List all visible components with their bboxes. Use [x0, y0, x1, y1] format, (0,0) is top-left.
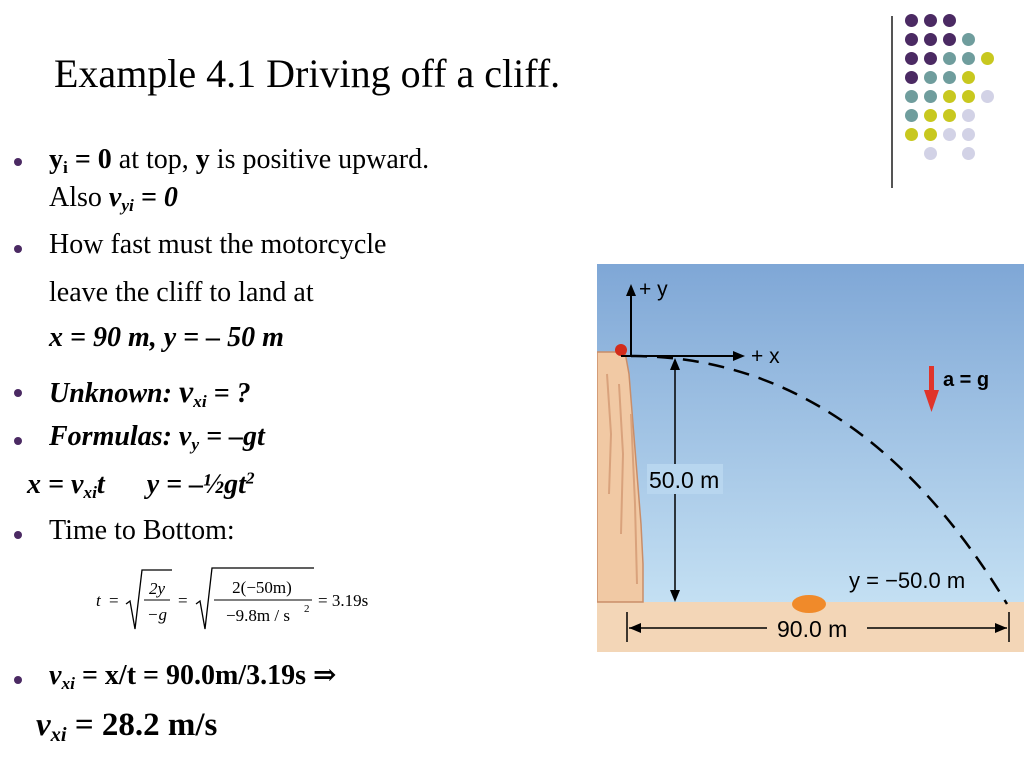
formula-den2: −9.8m / s [226, 606, 290, 625]
formula-eq: = [109, 591, 119, 610]
formula-result: = 3.19s [318, 591, 369, 610]
bullet-2-line-1: How fast must the motorcycle [49, 229, 387, 260]
cliff-diagram [597, 264, 1024, 652]
formula-line: $x = v_{xi}t$ $y = -\frac{1}{2}gt^2$ [27, 468, 255, 503]
bullet-marker [14, 158, 22, 166]
motorcycle-marker [615, 344, 627, 356]
landing-mound [792, 595, 826, 613]
decorative-dot-grid [905, 14, 995, 164]
bullet-marker [14, 245, 22, 253]
bullet-marker [14, 437, 22, 445]
acceleration-arrow-shaft [929, 366, 934, 392]
divider-line [891, 16, 893, 188]
bullet-1-line-1: $y_i = 0$ at top, y is positive upward. [49, 144, 430, 178]
bullet-3-unknown: Unknown: $v_{xi}$ = ? [49, 373, 251, 412]
y-axis-label: + y [639, 278, 668, 301]
bullet-5-time-to-bottom: Time to Bottom: [49, 515, 235, 546]
formula-num2: 2(−50m) [232, 578, 292, 597]
answer-line: $v_{xi} = 28.2$ m/s [36, 707, 218, 747]
formula-num1: 2y [148, 579, 166, 598]
bullet-marker [14, 676, 22, 684]
slide-title: Example 4.1 Driving off a cliff. [54, 51, 561, 96]
formula-exponent: 2 [304, 603, 310, 615]
formula-den1: −g [147, 605, 167, 624]
landing-label: y = −50.0 m [849, 568, 966, 593]
height-label: 50.0 m [649, 467, 720, 493]
bullet-1-line-2: Also $v_{yi} = 0$ [49, 182, 178, 216]
formula-eq2: = [178, 591, 188, 610]
x-axis-label: + x [751, 345, 780, 368]
bullet-marker [14, 389, 22, 397]
time-formula [92, 560, 402, 640]
distance-label: 90.0 m [777, 616, 848, 642]
bullet-6-vxi-calc: $v_{xi} = x/t = 90.0m/3.19s$ ⇒ [49, 660, 337, 694]
acceleration-label: a = g [943, 369, 990, 391]
bullet-2-line-2: leave the cliff to land at [49, 277, 314, 308]
bullet-marker [14, 531, 22, 539]
bullet-4-formulas: Formulas: $v_y = -gt$ [49, 421, 265, 455]
formula-t: t [96, 591, 101, 610]
sky-background [597, 264, 1024, 604]
bullet-2-coords: x = 90 m, y = – 50 m [49, 322, 284, 353]
